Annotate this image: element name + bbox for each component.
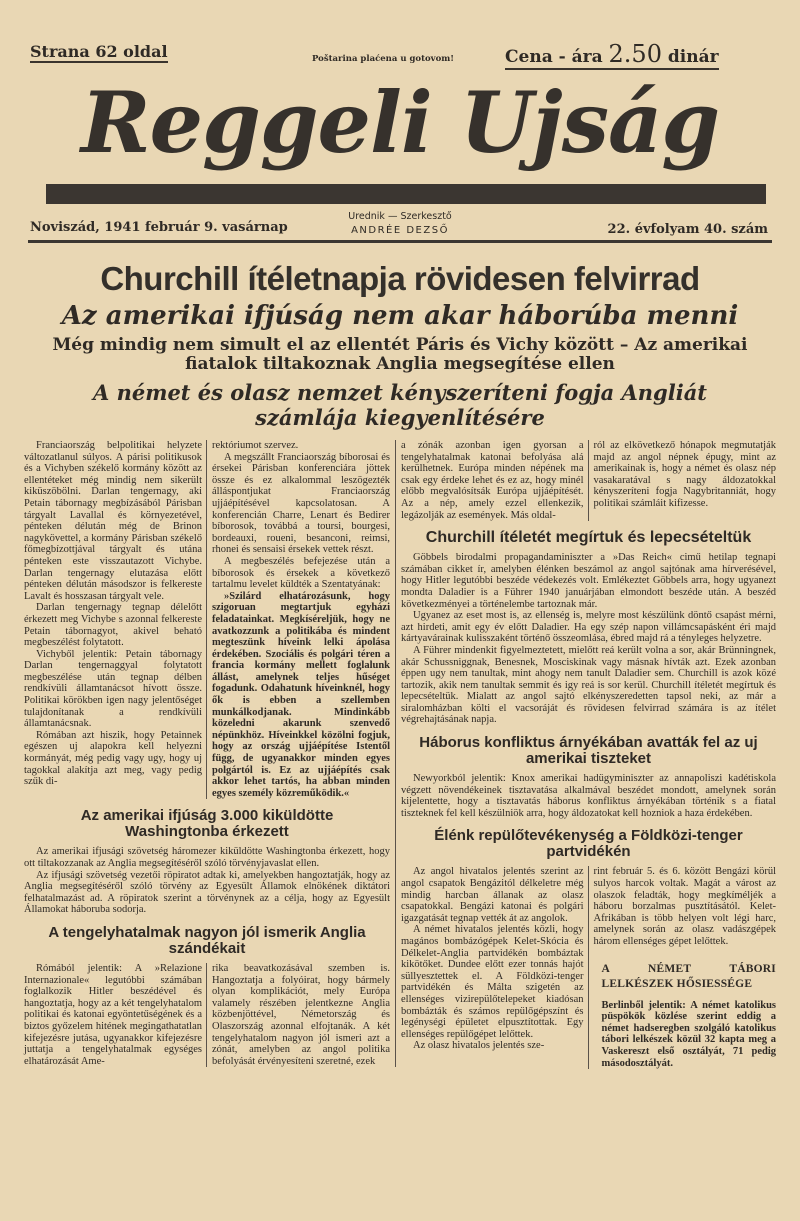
paragraph: Az angol hivatalos jelentés szerint az angol csapatok Bengázitól délkeletre még mindig harcban állanak az olasz csapatokkal. Bengázi katonai és polgári igazgatását tegnap vették át az angolok.	[401, 866, 584, 924]
article-column	[206, 963, 390, 1067]
paragraph: rektóriumot szervez.	[212, 440, 299, 451]
article-body	[401, 552, 776, 726]
paragraph: A megszállt Franciaország bíborosai és érsekei Párisban konferenciára jöttek össze és ez alkalommal leszögezték álláspontjukat Franciaország ujjáépítésével kapcsolatosan. A konferencián Charre, Lenart és Bedirer bíborosok, továbbá a toursi, bourgesi, bordeauxi, roueni, besanconi, reimsi, rhonei és sensaisi érsekek vettek részt.	[212, 451, 390, 556]
postage-note: Poštarina plaćena u gotovom!	[312, 54, 454, 64]
article-column	[588, 440, 777, 521]
paragraph: rint február 5. és 6. között Bengázi körül sulyos harcok voltak. Magát a várost az olaszok feladták, hogy megkíméljék a háboru borzalmas pusztításától. Kelet-Afrikában is több helyen volt légi harc, amelynek során az olasz vadászgépek három ellenséges gépet lelőttek.	[593, 866, 776, 947]
page-content	[24, 248, 776, 1069]
paragraph: Franciaország belpolitikai helyzete változatlanul súlyos. A párisi politikusok és a Vichyben székelő kormány között az ellentéteket még mindig nem sikerült kiküszöbölni. Darlan tengernagy, aki Petain tábornagy megbízásából Párisban tárgyalt Lavallal és környezetével, pénteken délután még de Brinon nagykövettel, a kormány Párisban székelő főmegbízottjával tárgyalt és utána pénteken este visszautazott Vichybe. Darlan tengernagy elutazása előtt pénteken délután másodszor is felkereste Lavalt és hosszasan tárgyalt vele.	[24, 440, 202, 602]
header-rule	[28, 240, 772, 243]
left-half	[24, 440, 396, 1067]
paragraph: Vichyből jelentik: Petain tábornagy Darlan tengernaggyal folytatott megbeszélése után tegnap délben rendkívüli államtanácsot hívott össze. Politikai körökben igen nagy jelentőséget tulajdonítanak a rendkívüli államtanácsnak.	[24, 648, 202, 730]
lead-subhead: Az amerikai ifjúság nem akar háborúba menni	[61, 301, 739, 331]
paragraph: Darlan tengernagy tegnap délelőtt érkezett meg Vichybe s azonnal felkereste Petain tábornagyot, akivel beható megbeszélést folytatott.	[24, 602, 202, 649]
column-row	[401, 440, 776, 521]
paragraph: Newyorkból jelentik: Knox amerikai hadügyminiszter az annapoliszi kadétiskola végzett növendékeinek tisztavatása alkalmával beszédet mondott, amelynek során kijelentette, hogy a tisztavatás háborus konfliktus árnyékában történik s a fiatal tiszteknek fel kell készülniök arra, hogy áldozatokat kell hozniok a haza érdekében.	[401, 773, 776, 819]
article-column	[588, 866, 777, 1069]
price-label: Cena - ára	[505, 47, 603, 67]
article-column	[206, 440, 390, 799]
article-column	[401, 440, 584, 521]
section-headline: Az amerikai ifjúság 3.000 kiküldötte Washingtonba érkezett	[80, 807, 334, 841]
section-headline: Élénk repülőtevékenység a Földközi-tenger partvidékén	[434, 827, 743, 861]
lead-kicker: A német és olasz nemzet kényszeríteni fogja Angliát számlája kiegyenlítésére	[92, 380, 707, 430]
paragraph: Az ifjusági szövetség vezetői röpiratot adtak ki, amelyekben hangoztatják, hogy az Anglia megsegítéséről szóló törvény az Egyesült Államok elnökének diktátori felhatalmazást ad. A röpiratok szerint a törvénynek az a célja, hogy az Egyesült Államokat háboruba sodorja.	[24, 869, 390, 916]
paragraph: Göbbels birodalmi propagandaminiszter a »Das Reich« cimű hetilap tegnapi számában cikket ír, amelyben élénken beszámol az angol sajtónak ama hírverésével, hogy Hitler legutóbbi beszéde védekezés volt. Emlékeztet Göbbels arra, hogy ugyanezt mondta Daladier is a Führer 1940 januárjában elmondott beszéde után. A beszéd következményei a történelembe tartoznak már.	[401, 552, 776, 610]
paragraph: Az amerikai ifjusági szövetség háromezer kiküldötte Washingtonba érkezett, hogy ott tiltakozzanak az Anglia megsegítéséről szóló törvényjavaslat ellen.	[24, 846, 390, 869]
quote-paragraph: »Szilárd elhatározásunk, hogy szigoruan megtartjuk egyházi feladatainkat. Megkíséreljük, hogy ne avatkozzunk a politikába és mindent megteszünk híveink lelki ápolása érdekében. Szociális és polgári téren a francia kormány mellett foglalunk állást, amelynek teljes hűséget fogadunk. Odahatunk híveinknél, hogy ők is ebben a szellemben munkálkodjanak. Mindinkább közeledni akarunk szenvedő népünkhöz. Híveinkkel közölni fogjuk, hogy az ország ujjáépítése Istentől függ, de ugyanakkor minden egyes polgártól is. Ez az ujjáépítés csak akkor lehet tartós, ha abban minden egyes személy közreműködik.«	[212, 590, 390, 799]
section-headline: Churchill ítéletét megírtuk és lepecsételtük	[425, 529, 752, 547]
articles	[24, 440, 776, 1069]
price	[505, 40, 719, 70]
masthead-bar	[46, 184, 766, 204]
article-column	[24, 963, 202, 1067]
box-headline: A NÉMET TÁBORI LELKÉSZEK HŐSIESSÉGE	[601, 962, 776, 990]
section-headline: A tengelyhatalmak nagyon jól ismerik Anglia szándékait	[48, 923, 366, 957]
article-body	[24, 846, 390, 916]
lead-deck: Még mindig nem simult el az ellentét Páris és Vichy között – Az amerikai fiatalok tiltakoznak Anglia megsegítése ellen	[52, 335, 748, 374]
paragraph: Ugyanez az eset most is, az ellenség is, melyre most készülünk döntő csapást mérni, azt hirdeti, amit egy év előtt Daladier. Ha egy szép napon villámcsapásként éri majd kártyavárainak kulisszaként történő összeomlása, ébred majd rá a tényleges helyzetre.	[401, 610, 776, 645]
paragraph: Rómában azt hiszik, hogy Petainnek egészen uj alapokra kell helyezni kormányát, még pedig vagy ugy, hogy uj tagokkal alakítja azt meg, vagy pedig szűk di-	[24, 729, 202, 788]
article-column	[401, 866, 584, 1069]
masthead-title: Reggeli Ujság	[80, 73, 720, 172]
paragraph: rika beavatkozásával szemben is. Hangoztatja a folyóirat, hogy bármely olyan komplikációt, mely Európa valamely részében jelentkezne Anglia közbenjöttével, Németország és Olaszország azonnal elfojtanák. A két tengelyhatalom nagyon jól ismeri azt a zónát, amelyben az angol politika befolyását érvényesíteni szeretné, ezek	[212, 962, 390, 1067]
issue-number: 22. évfolyam 40. szám	[607, 222, 768, 237]
editor-block	[340, 210, 460, 238]
paragraph: ról az elkövetkező hónapok megmutatják majd az angol népnek épugy, mint az amerikainak is, hogy a német és olasz nép vasakaratával s nagy áldozatokkal kényszeríteni fogja Nagybritanniát, hogy politikai számláit kifizesse.	[593, 440, 776, 509]
paragraph: A megbeszélés befejezése után a bíborosok és érsekek a következő tartalmu levelet küldték a Szentatyának:	[212, 555, 390, 591]
article-body	[401, 773, 776, 819]
paragraph: Berlinből jelentik: A német katolikus püspökök közlése szerint eddig a német hadseregben szolgáló katolikus tábori lelkészek közül 32 kapta meg a Vaskereszt első osztályát, 71 pedig másodosztályát.	[601, 999, 776, 1069]
editor-name: ANDRÉE DEZSŐ	[351, 225, 449, 236]
column-row	[24, 963, 390, 1067]
paragraph: Rómából jelentik: A »Relazione Internazionale« legutóbbi számában foglalkozik Hitler beszédével és hangoztatja, hogy az a két tengelyhatalom politikai és katonai egyöntetűségének és a biztos győzelem hitének megingathatatlan kifejezésre jutása, ugyanakkor kifejezésre juttatja a tengelyhatalmak egységes elhatározását Ame-	[24, 962, 202, 1067]
price-currency: dinár	[667, 47, 719, 67]
paragraph: Az olasz hivatalos jelentés sze-	[413, 1040, 545, 1052]
dateline: Noviszád, 1941 február 9. vasárnap	[30, 220, 288, 235]
paragraph: A Führer mindenkit figyelmeztetett, mielőtt reá került volna a sor, akár Brünningnek, akár Schussniggnak, Benesnek, Mosciskinak vagy másnak hívták azt. Ezek azonban éppen ugy nem tanultak, mint ahogy nem tanult Daladier sem. Churchill is azok közé tartozik, akik nem tanultak semmit és igy reá is sor kerül. Churchill ítéletét megírtuk és lepecsételtük. Mialatt az angol sajtó elkényszeredetten tapsol neki, az már a siralomházban költi el vacsoráját és rövidesen felvirrad számára is az ítélet végrehajtásának napja.	[401, 644, 776, 726]
page-count: Strana 62 oldal	[30, 42, 168, 61]
right-half	[396, 440, 776, 1069]
editor-label: Urednik — Szerkesztő	[348, 211, 452, 222]
lead-headline: Churchill ítéletnapja rövidesen felvirrad	[100, 260, 700, 297]
price-value: 2.50	[608, 40, 662, 68]
column-row	[401, 866, 776, 1069]
paragraph: a zónák azonban igen gyorsan a tengelyhatalmak katonai befolyása alá kerülhetnek. Európa minden népének ma csak egy érdeke lehet és ez az, hogy minél előbb megvalósítsák Európa ujjáépítését. Az a nép, amely ezzel ellenkezik, legázolják az események. Más oldal-	[401, 440, 584, 521]
paragraph: A német hivatalos jelentés közli, hogy magános bombázógépek Kelet-Skócia és Délkelet-Anglia partvidékén bombáztak kikötőket. Dundee előtt ezer tonnás hajót süllyesztettek el. A Földközi-tenger partvidékén és Málta szigetén az ellenséges vizirepülőtelepeket kiadósan bombázták és számos repülőgépszínt és legénységi épületet elpusztítottak. Egy ellenséges repülőgépet lelőttek.	[401, 924, 584, 1040]
column-row	[24, 440, 390, 799]
article-column	[24, 440, 202, 799]
section-headline: Háborus konfliktus árnyékában avatták fel az uj amerikai tiszteket	[419, 734, 758, 768]
